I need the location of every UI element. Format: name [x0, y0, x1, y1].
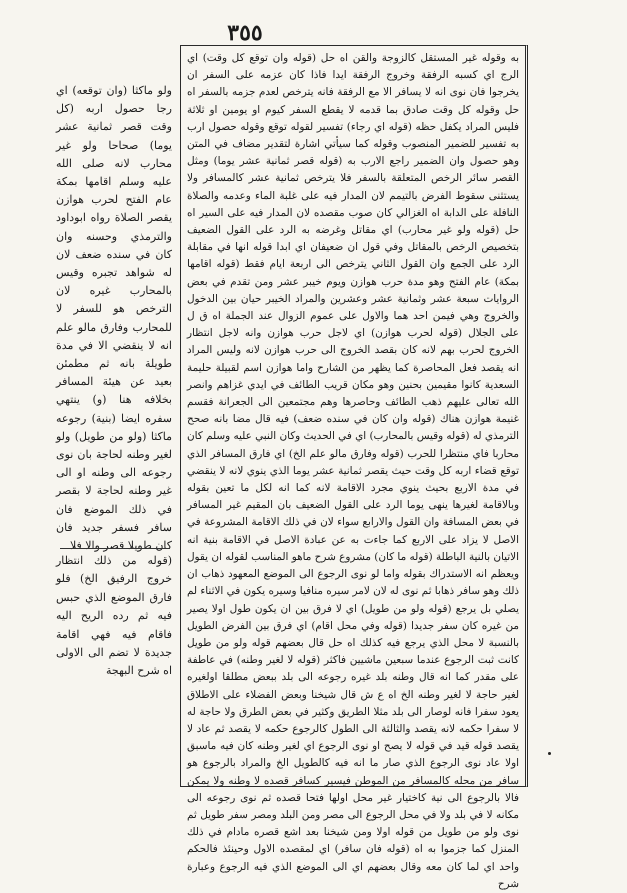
column-divider	[60, 548, 170, 549]
ink-dot	[548, 752, 551, 755]
main-commentary-frame	[180, 45, 528, 890]
main-commentary-text: به وقوله غير المستقل كالزوجة والقن اه حل (قوله وان توقع كل وقت) اي الرج اي كسبه الرفقة وخروج الرفقة ايدا فاذا كان عزمه على السفر ان يخرجوا فان نوى انه لا يسافر الا مع الرفقة فانه يترخص لعدم جزمه بالسفر اه حل وقوله كل وقت صادق بما قدمه لا يقطع السفر كيوم او يومين او ثلاثة فليس المراد يكفل حظه (قوله اي رجاء) تفسير لقوله توقع وقوله حصول ارب به تفسير للضمير المنصوب وقوله كما سيأتي اشارة لتقدير مضاف في المتن وهو حصول وان الضمير راجع الارب به (قوله قصر ثمانية عشر يوما) ومثل القصر سائر الرخص المتعلقة بالسفر فلا يترخص ثمانية عشر كالمسافر ولا يستثنى سقوط الفرض بالتيمم لان المدار فيه على غلبة الماء وعدمه والصلاة النافلة على الدابة اه الغزالي كان صوب مقصده لان المدار فيه على السير اه حل (قوله ولو غير محارب) اي مقاتل وغرضه به الرد على القول الضعيف بتخصيص الرخص بالمقاتل وفي قول ان ضعيفان اي ابدا قوله انها في مقابلة الرد على الجمع وان القول الثاني يترخص الى اربعة ايام فقط (قوله اقامها بمكة) عام الفتح وهو مدة حرب هوازن ويوم خيبر عشر ومن تقدم في بعض الروايات سبعة عشر وثمانية عشر وعشرين والمراد الخيبر حيان بين الدخول والخروج وهي فيمن احد هما والاول على عموم الزوال عند الجملة اه ق ل على الجلال (قوله لحرب هوازن) اي لاجل حرب هوازن وانه لاجل انتظار الخروج لحرب بهم لانه كان بقصد الخروج الى حرب هوازن لانه وليس المراد انه يقصد فعل المحاصرة كما يظهر من الشارح واما هوازن اسم لقبيلة حليمة السعدية كانوا مقيمين بحنين وهو مكان قريب الطائف في ايدي غزاهم وانصر الله تعالى عليهم ذهب الطائف وحاصرها وهم مجتمعين الى الجعرانة فقسم غنيمة هوازن هناك (قوله وان كان في سنده ضعف) فيه قال مضا بانه صحح الترمذي له (قوله وقيس بالمحارب) اي في الحديث وكان النبي عليه وسلم كان محاربا فاي منتظرا للحرب (قوله وفارق مالو علم الخ) اي فارق المسافر الذي توقع قضاء اربه كل وقت حيث يقصر ثمانية عشر يوما الذي ينوي لانه لا ينقضي في مدة الاربع بحيث ينوي مجرد الاقامة لانه كما انه لكل ما تعين بقوله وبالاقامة لغيرها ينهى يوما الرد على القول الضعيف بان المقيم غير المسافر في بعض المسافة وان القول والارابع سواء لان في ذلك الاقامة المشروعة في الاصل لا يزاد على الاربع كما جاءت به عن عبادة الاصل في الاقامة بنية انه الاتيان بالنية الباطلة (قوله ما كان) مشروع شرح ماهو المناسب لقوله ان يقول ويعظم انه الاستدراك بقوله واما لو نوى الرجوع الى الموضع المعهود ذهاب ان ذلك وهو سافر ذهابا ثم نوى له لان لامر سيره منافيا وسيره يكون في الاثناء لم يصلي بل يرجع (قوله ولو من طويل) اي لا فرق بين ان يكون طول اولا يصير من غيره كان سفر جديدا (قوله وفي محل اقام) اي فرق بين الفرض الطويل بالنسبة لا محل الذي يرجع فيه كذلك اه حل قال بعضهم قوله ولو من طويل كانت ثبت الرجوع عندما سبعين ماشيين فاكثر (قوله لا لغير وطنه) في عاطفة على مقدر كما انه قال وطنه بلد غيره رجوعه الى بلد ببعض مطلقا اولغيره لغير حاجة لا لغير وطنه الخ اه ع ش قال شيخنا وبعض الفضلاء على الاطلاق يعود سفرا فانه لوصار الى بلد مثلا الطريق وكثير في بعض الطرق ولا حاجة له لا سفرا حكمه لانه يقصد والثالثة الى الطول كالرجوع حكمه لا يقصد ثم عاد لا يقصد قوله قيد في قوله لا يصح او نوى الرجوع اي لغير وطنه كان فيه ماسبق اولا عاد نوى الرجوع الذي صار ما انه فيه كالطويل الخ والمراد بالرجوع هو سافر من محله كالمسافر من الموطن فيسير كسافر قصده لا وطنه ولا يمكن فالا بالرجوع الى نية كاختيار غير محل اولها فتحا قصده ثم نوى رجوعه الى مكانه لا في بلد ولا في محل الرجوع الى مصر ومن البلد ومصر سفر طويل ثم نوى ولو من طويل من قوله اولا ومن شيخنا بعد اشع قصره مادام في ذلك المنزل كما جزموا به اه (قوله فان سافر) اي لمقصده الاول وحينئذ فالحكم واحد اي لما كان معه وقال بعضهم اي الى الموضع الذي فيه الرجوع وعبارة شرح	[187, 52, 519, 890]
page-number: ٣٥٥	[227, 20, 263, 46]
footnote-text: (قوله من ذلك انتظار خروج الرفيق الخ) فلو فارق الموضع الذي حبس فيه ثم رده الريح اليه فاقام فيه فهي اقامة جديدة لا تضم الى الاولى اه شرح البهجة	[56, 554, 172, 678]
matn-column-text: ولو ماكثا (وان توقعه) اي رجا حصول اربه (كل وقت قصر ثمانية عشر يوما) صحاحا ولو غير محارب لانه صلى الله عليه وسلم اقامها بمكة عام الفتح لحرب هوازن يقصر الصلاة رواه ابوداود والترمذي وحسنه وان كان في سنده ضعف لان له شواهد تجبره وقيس بالمحارب غيره لان الترخص هو للسفر لا للمحارب وفارق مالو علم انه لا ينقضي الا في مدة طويلة بانه ثم مطمئن بعيد عن هيئة المسافر بخلافه هنا (و) ينتهي سفره ايضا (بنية) رجوعه ماكثا (ولو من طويل) ولو لغير وطنه لحاجة بان نوى رجوعه الى وطنه او الى غير وطنه لحاجة لا بقصر في ذلك الموضع فان سافر فسفر جديد فان كان طويلا قصر والا فلا	[56, 84, 172, 553]
